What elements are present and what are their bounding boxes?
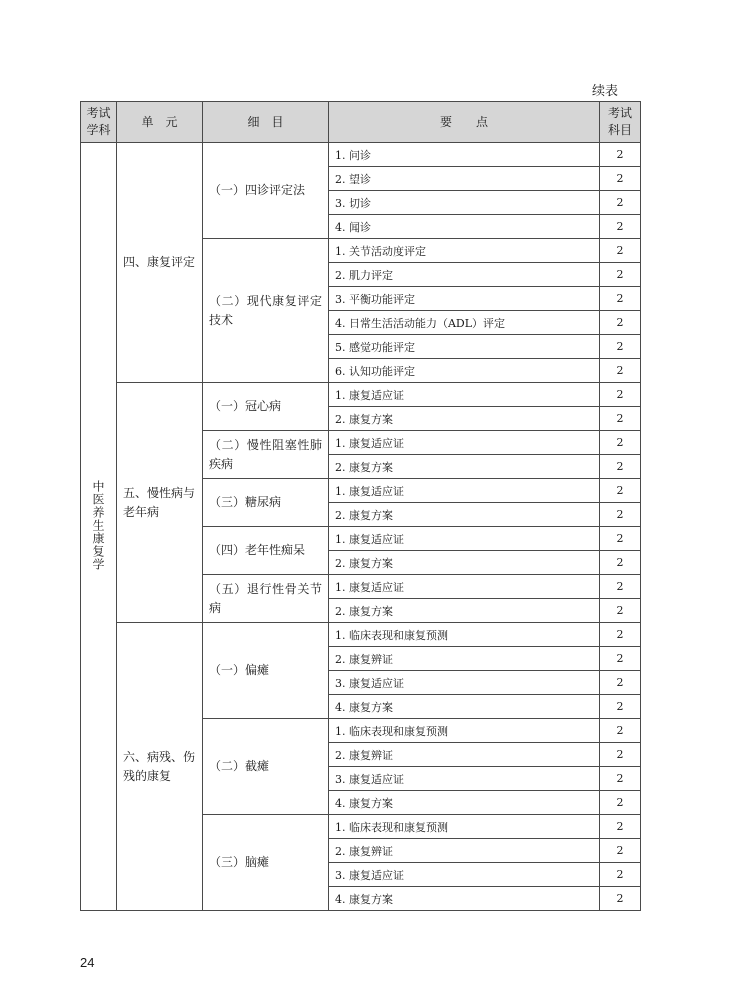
header-item: 细 目 xyxy=(203,102,329,143)
point-cell: 4. 日常生活活动能力（ADL）评定 xyxy=(329,311,600,335)
item-cell: （二）慢性阻塞性肺疾病 xyxy=(203,431,329,479)
point-cell: 1. 临床表现和康复预测 xyxy=(329,719,600,743)
point-cell: 3. 平衡功能评定 xyxy=(329,287,600,311)
grade-cell: 2 xyxy=(600,695,641,719)
point-cell: 2. 康复辨证 xyxy=(329,647,600,671)
point-cell: 1. 临床表现和康复预测 xyxy=(329,623,600,647)
point-cell: 4. 闻诊 xyxy=(329,215,600,239)
header-exam-subject: 考试 科目 xyxy=(600,102,641,143)
table-row xyxy=(81,623,641,647)
header-unit: 单 元 xyxy=(117,102,203,143)
grade-cell: 2 xyxy=(600,791,641,815)
subject-cell: 中医养生康复学 xyxy=(81,143,117,911)
grade-cell: 2 xyxy=(600,455,641,479)
grade-cell: 2 xyxy=(600,287,641,311)
grade-cell: 2 xyxy=(600,143,641,167)
grade-cell: 2 xyxy=(600,407,641,431)
point-cell: 2. 康复方案 xyxy=(329,599,600,623)
point-cell: 5. 感觉功能评定 xyxy=(329,335,600,359)
grade-cell: 2 xyxy=(600,887,641,911)
item-cell: （三）糖尿病 xyxy=(203,479,329,527)
point-cell: 6. 认知功能评定 xyxy=(329,359,600,383)
grade-cell: 2 xyxy=(600,863,641,887)
point-cell: 2. 望诊 xyxy=(329,167,600,191)
unit-cell: 六、病残、伤残的康复 xyxy=(117,623,203,911)
point-cell: 3. 切诊 xyxy=(329,191,600,215)
point-cell: 2. 肌力评定 xyxy=(329,263,600,287)
grade-cell: 2 xyxy=(600,359,641,383)
point-cell: 2. 康复方案 xyxy=(329,407,600,431)
item-cell: （一）冠心病 xyxy=(203,383,329,431)
grade-cell: 2 xyxy=(600,335,641,359)
grade-cell: 2 xyxy=(600,239,641,263)
point-cell: 4. 康复方案 xyxy=(329,887,600,911)
point-cell: 1. 关节活动度评定 xyxy=(329,239,600,263)
item-cell: （四）老年性痴呆 xyxy=(203,527,329,575)
page-number: 24 xyxy=(80,955,95,970)
point-cell: 3. 康复适应证 xyxy=(329,863,600,887)
header-point: 要 点 xyxy=(329,102,600,143)
grade-cell: 2 xyxy=(600,215,641,239)
item-cell: （三）脑瘫 xyxy=(203,815,329,911)
grade-cell: 2 xyxy=(600,527,641,551)
grade-cell: 2 xyxy=(600,575,641,599)
table-row xyxy=(81,143,641,167)
item-cell: （二）截瘫 xyxy=(203,719,329,815)
point-cell: 1. 康复适应证 xyxy=(329,431,600,455)
grade-cell: 2 xyxy=(600,311,641,335)
item-cell: （一）偏瘫 xyxy=(203,623,329,719)
table-row xyxy=(81,383,641,407)
point-cell: 2. 康复方案 xyxy=(329,551,600,575)
point-cell: 3. 康复适应证 xyxy=(329,767,600,791)
point-cell: 2. 康复方案 xyxy=(329,503,600,527)
grade-cell: 2 xyxy=(600,503,641,527)
point-cell: 2. 康复方案 xyxy=(329,455,600,479)
table-header-row xyxy=(81,102,641,143)
grade-cell: 2 xyxy=(600,599,641,623)
grade-cell: 2 xyxy=(600,719,641,743)
grade-cell: 2 xyxy=(600,551,641,575)
item-cell: （二）现代康复评定技术 xyxy=(203,239,329,383)
unit-cell: 四、康复评定 xyxy=(117,143,203,383)
point-cell: 4. 康复方案 xyxy=(329,791,600,815)
grade-cell: 2 xyxy=(600,431,641,455)
point-cell: 4. 康复方案 xyxy=(329,695,600,719)
item-cell: （五）退行性骨关节病 xyxy=(203,575,329,623)
grade-cell: 2 xyxy=(600,623,641,647)
grade-cell: 2 xyxy=(600,647,641,671)
grade-cell: 2 xyxy=(600,191,641,215)
grade-cell: 2 xyxy=(600,167,641,191)
grade-cell: 2 xyxy=(600,479,641,503)
grade-cell: 2 xyxy=(600,743,641,767)
point-cell: 1. 康复适应证 xyxy=(329,479,600,503)
point-cell: 3. 康复适应证 xyxy=(329,671,600,695)
continued-label: 续表 xyxy=(592,84,619,99)
point-cell: 2. 康复辨证 xyxy=(329,839,600,863)
grade-cell: 2 xyxy=(600,671,641,695)
point-cell: 1. 问诊 xyxy=(329,143,600,167)
point-cell: 1. 临床表现和康复预测 xyxy=(329,815,600,839)
point-cell: 1. 康复适应证 xyxy=(329,575,600,599)
grade-cell: 2 xyxy=(600,839,641,863)
point-cell: 2. 康复辨证 xyxy=(329,743,600,767)
exam-outline-table xyxy=(80,101,641,911)
grade-cell: 2 xyxy=(600,383,641,407)
item-cell: （一）四诊评定法 xyxy=(203,143,329,239)
grade-cell: 2 xyxy=(600,767,641,791)
header-subject: 考试 学科 xyxy=(81,102,117,143)
point-cell: 1. 康复适应证 xyxy=(329,527,600,551)
unit-cell: 五、慢性病与老年病 xyxy=(117,383,203,623)
point-cell: 1. 康复适应证 xyxy=(329,383,600,407)
grade-cell: 2 xyxy=(600,263,641,287)
grade-cell: 2 xyxy=(600,815,641,839)
